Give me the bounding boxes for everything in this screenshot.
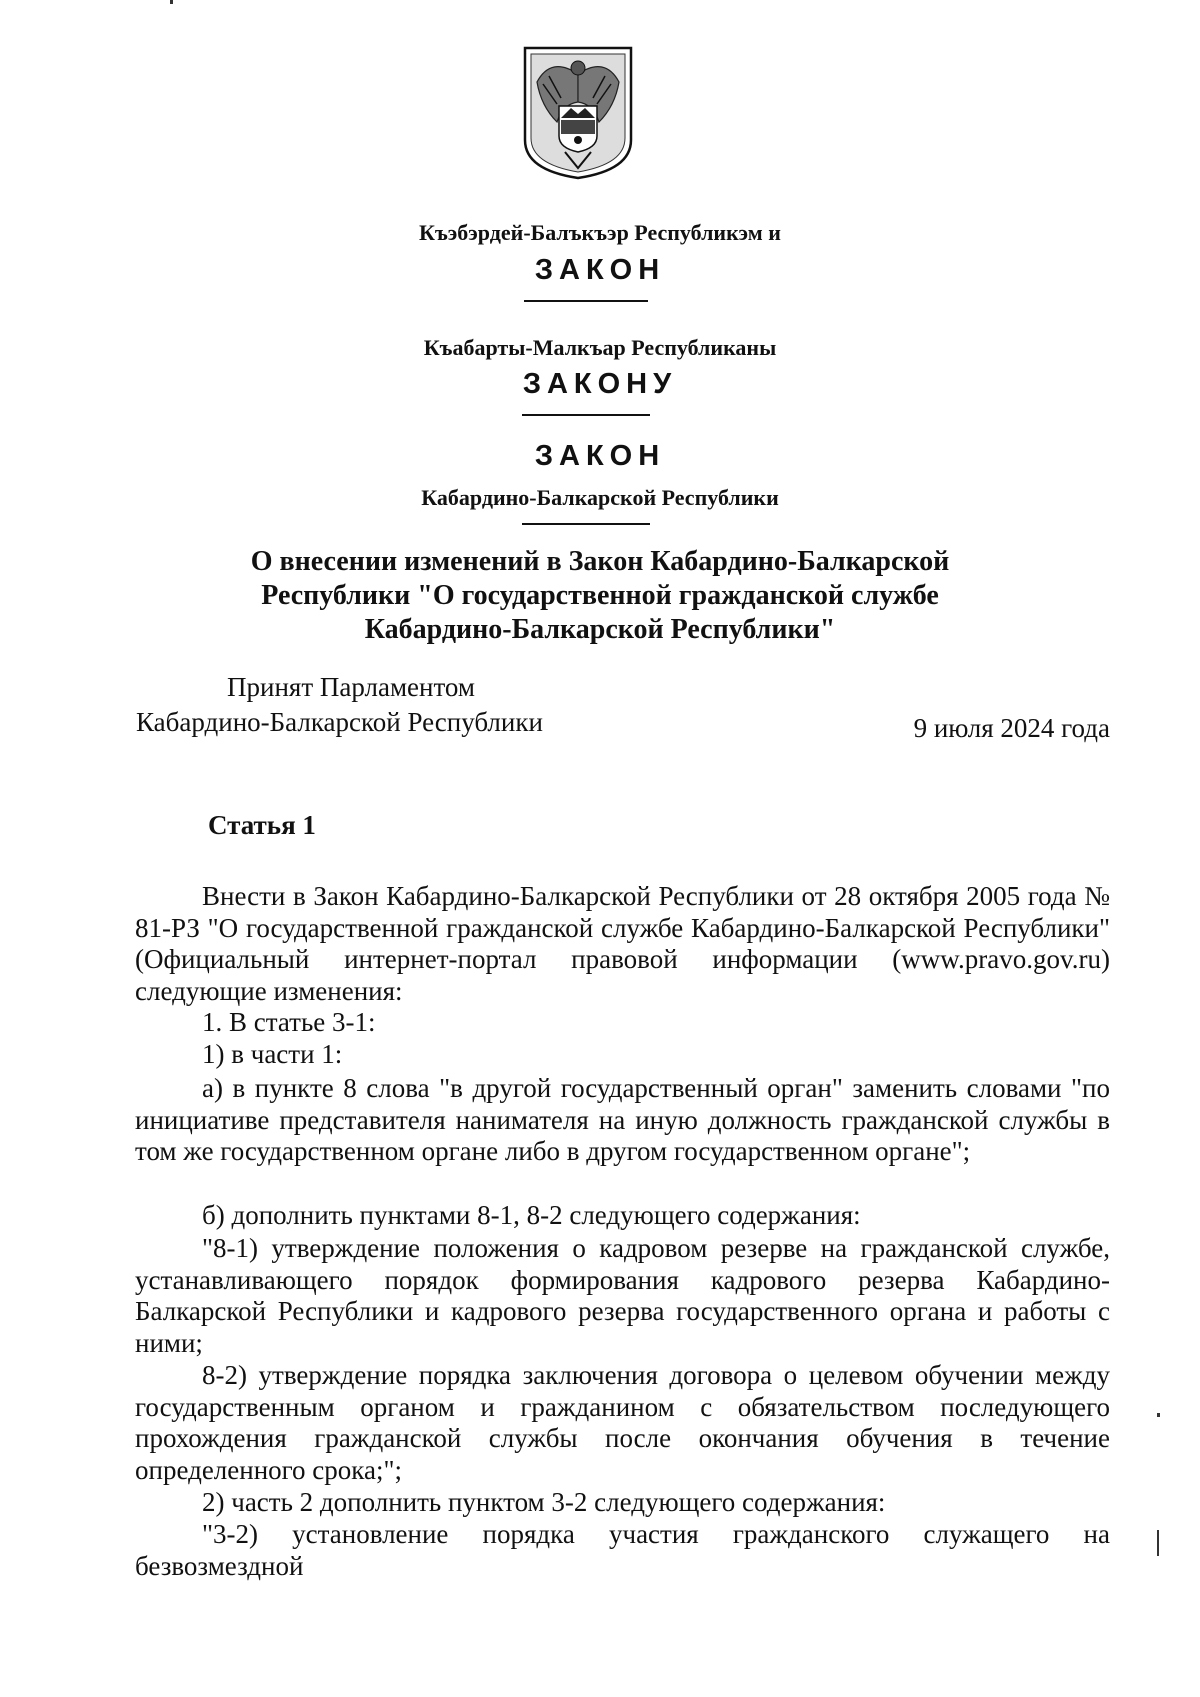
russian-header-line: Кабардино-Балкарской Республики [421, 485, 779, 510]
article-item-3-2: "3-2) установление порядка участия гражданского служащего на безвозмездной [135, 1519, 1110, 1581]
balkar-law-word: ЗАКОНУ [522, 368, 678, 400]
adoption-line-1: Принят Парламентом [227, 672, 475, 702]
adoption-line-2: Кабардино-Балкарской Республики [136, 707, 543, 737]
article-intro-paragraph: Внести в Закон Кабардино-Балкарской Республики от 28 октября 2005 года № 81-РЗ "О государственной гражданской службе Кабардино-Балкарской Республики" (Официальный интернет-портал правовой информации (www.pravo.gov.ru) следующие изменения: [135, 881, 1110, 1006]
scan-speck [1157, 1413, 1160, 1417]
divider-3 [522, 523, 650, 525]
adoption-date: 9 июля 2024 года [913, 713, 1110, 743]
article-item-a: а) в пункте 8 слова "в другой государственный орган" заменить словами "по инициативе представителя нанимателя на иную должность гражданской службы в том же государственном органе либо в другом государственном органе"; [135, 1073, 1110, 1166]
coat-of-arms-emblem [521, 44, 635, 182]
article-item-1-1: 1) в части 1: [202, 1039, 343, 1069]
kbr-coat-of-arms-icon [521, 44, 635, 182]
russian-law-word: ЗАКОН [534, 440, 666, 472]
law-title-line-3: Кабардино-Балкарской Республики" [364, 614, 836, 645]
divider-2 [522, 414, 650, 416]
kabardian-law-word: ЗАКОН [534, 254, 666, 286]
article-item-b: б) дополнить пунктами 8-1, 8-2 следующего содержания: [202, 1200, 861, 1230]
scan-mark [1157, 1530, 1159, 1556]
article-heading: Статья 1 [208, 810, 316, 840]
article-item-8-2: 8-2) утверждение порядка заключения договора о целевом обучении между государственным органом и гражданином с обязательством последующего прохождения гражданской службы после окончания обучения в течение определенного срока;"; [135, 1360, 1110, 1485]
article-item-8-1: "8-1) утверждение положения о кадровом резерве на гражданской службе, устанавливающего порядок формирования кадрового резерва Кабардино-Балкарской Республики и кадрового резерва государственного органа и работы с ними; [135, 1233, 1110, 1358]
article-item-2: 2) часть 2 дополнить пунктом 3-2 следующего содержания: [202, 1487, 886, 1517]
law-title-line-1: О внесении изменений в Закон Кабардино-Балкарской [250, 546, 950, 577]
law-title-line-2: Республики "О государственной гражданской службе [261, 580, 939, 611]
kabardian-header-line: Къэбэрдей-Балъкъэр Республикэм и [419, 220, 781, 245]
article-item-1: 1. В статье 3-1: [202, 1007, 376, 1037]
scan-speck-top [170, 0, 173, 4]
divider-1 [524, 300, 648, 302]
balkar-header-line: Къабарты-Малкъар Республиканы [423, 335, 777, 360]
